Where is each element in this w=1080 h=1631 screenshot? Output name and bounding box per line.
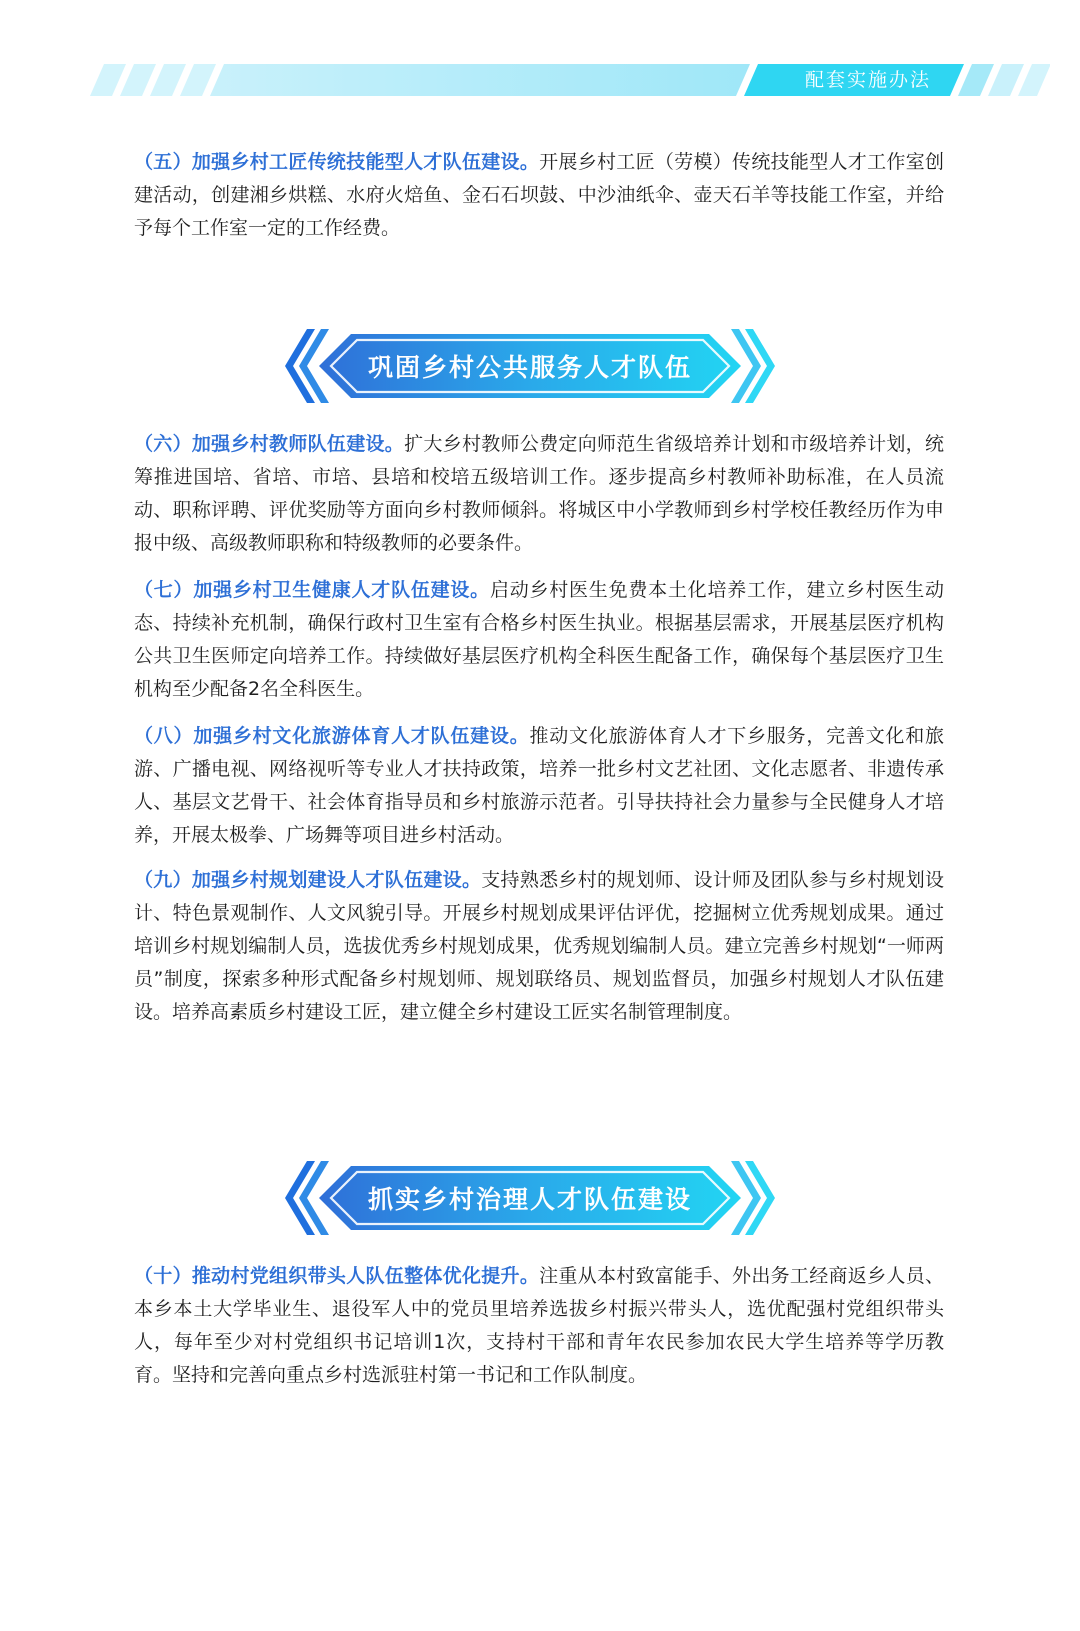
- paragraph-body: 扩大乡村教师公费定向师范生省级培养计划和市级培养计划，统筹推进国培、省培、市培、县培和校培五级培训工作。逐步提高乡村教师补助标准，在人员流动、职称评聘、评优奖励等方面向乡村教师倾斜。将城区中小学教师到乡村学校任教经历作为申报中级、高级教师职称和特级教师的必要条件。: [134, 433, 944, 554]
- paragraph-lead: （十）推动村党组织带头人队伍整体优化提升。: [134, 1265, 540, 1287]
- paragraph-6: [134, 428, 944, 560]
- paragraph-5: [134, 146, 944, 245]
- paragraph-body: 注重从本村致富能手、外出务工经商返乡人员、本乡本土大学毕业生、退役军人中的党员里培养选拔乡村振兴带头人，选优配强村党组织带头人，每年至少对村党组织书记培训1次，支持村干部和青年农民参加农民大学生培养等学历教育。坚持和完善向重点乡村选派驻村第一书记和工作队制度。: [134, 1265, 944, 1386]
- section-banner: [285, 325, 775, 407]
- section-title: 巩固乡村公共服务人才队伍: [367, 353, 692, 382]
- paragraph-body: 推动文化旅游体育人才下乡服务，完善文化和旅游、广播电视、网络视听等专业人才扶持政策，培养一批乡村文艺社团、文化志愿者、非遗传承人、基层文艺骨干、社会体育指导员和乡村旅游示范者。引导扶持社会力量参与全民健身人才培养，开展太极拳、广场舞等项目进乡村活动。: [134, 725, 944, 846]
- paragraph-lead: （九）加强乡村规划建设人才队伍建设。: [134, 869, 482, 891]
- paragraph-body: 启动乡村医生免费本土化培养工作，建立乡村医生动态、持续补充机制，确保行政村卫生室有合格乡村医生执业。根据基层需求，开展基层医疗机构公共卫生医师定向培养工作。持续做好基层医疗机构全科医生配备工作，确保每个基层医疗卫生机构至少配备2名全科医生。: [134, 579, 944, 700]
- section-banner: [285, 1157, 775, 1239]
- paragraph-lead: （七）加强乡村卫生健康人才队伍建设。: [134, 579, 490, 601]
- paragraph-10: [134, 1260, 944, 1392]
- header-title: 配套实施办法: [804, 69, 931, 91]
- paragraph-8: [134, 720, 944, 852]
- paragraph-lead: （八）加强乡村文化旅游体育人才队伍建设。: [134, 725, 530, 747]
- paragraph-lead: （五）加强乡村工匠传统技能型人才队伍建设。: [134, 151, 540, 173]
- paragraph-7: [134, 574, 944, 706]
- paragraph-9: [134, 864, 944, 1029]
- paragraph-lead: （六）加强乡村教师队伍建设。: [134, 433, 405, 455]
- paragraph-body: 开展乡村工匠（劳模）传统技能型人才工作室创建活动，创建湘乡烘糕、水府火焙鱼、金石石坝鼓、中沙油纸伞、壶天石羊等技能工作室，并给予每个工作室一定的工作经费。: [134, 151, 944, 239]
- paragraph-body: 支持熟悉乡村的规划师、设计师及团队参与乡村规划设计、特色景观制作、人文风貌引导。开展乡村规划成果评估评优，挖掘树立优秀规划成果。通过培训乡村规划编制人员，选拔优秀乡村规划成果，优秀规划编制人员。建立完善乡村规划“一师两员”制度，探索多种形式配备乡村规划师、规划联络员、规划监督员，加强乡村规划人才队伍建设。培养高素质乡村建设工匠，建立健全乡村建设工匠实名制管理制度。: [134, 869, 944, 1023]
- section-title: 抓实乡村治理人才队伍建设: [367, 1185, 692, 1214]
